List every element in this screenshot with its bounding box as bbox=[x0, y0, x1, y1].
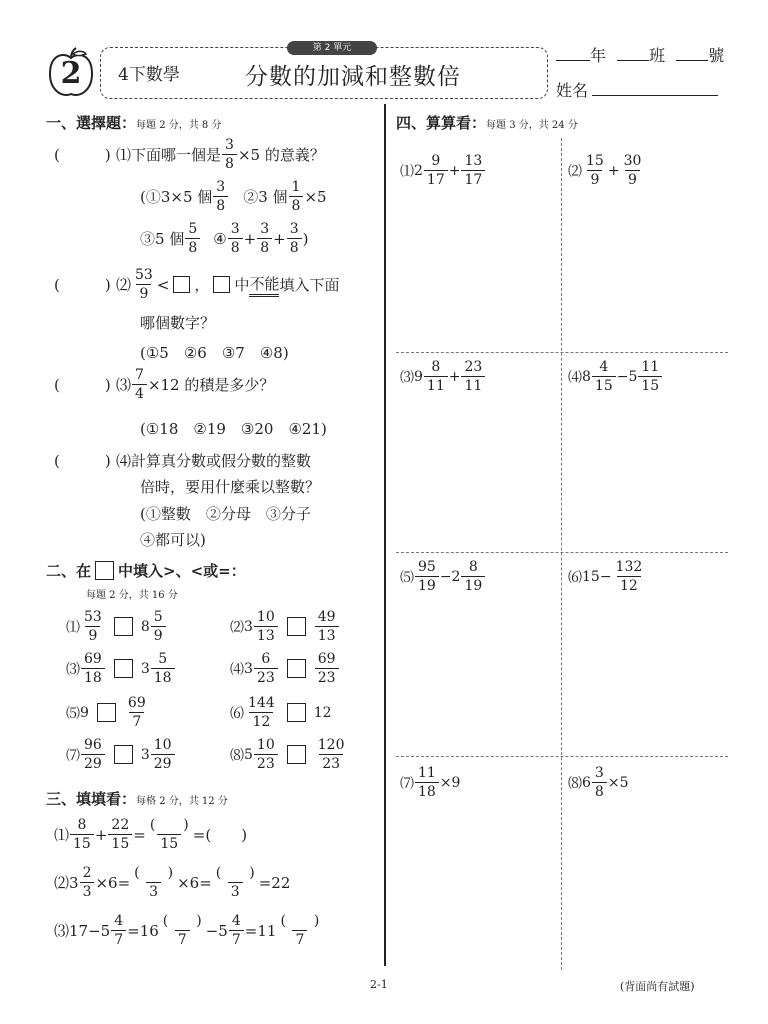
fraction bbox=[638, 360, 662, 393]
text: = bbox=[133, 825, 146, 844]
fraction bbox=[592, 766, 607, 799]
fraction bbox=[583, 154, 607, 187]
text: ⑹ bbox=[230, 705, 244, 722]
denominator: 9 bbox=[625, 170, 640, 187]
text: −2 bbox=[439, 568, 461, 585]
text: ⑵ bbox=[54, 874, 70, 892]
text: ⑴ bbox=[54, 826, 70, 844]
numerator: 69 bbox=[127, 695, 146, 711]
s4-p2 bbox=[568, 154, 645, 187]
text: 填入下面 bbox=[279, 276, 340, 294]
denominator: 15 bbox=[70, 834, 94, 851]
s4-p1 bbox=[400, 154, 486, 187]
answer-paren[interactable]: ( ) bbox=[54, 376, 111, 394]
text: 12 bbox=[313, 704, 332, 721]
denominator: 8 bbox=[287, 238, 302, 255]
footer-note: (背面尚有試題) bbox=[620, 980, 695, 993]
numerator: 4 bbox=[114, 913, 124, 929]
denominator: 7 bbox=[111, 930, 126, 947]
numerator: 53 bbox=[135, 267, 153, 283]
denominator: 3 bbox=[228, 882, 243, 899]
fraction bbox=[111, 914, 126, 947]
numerator: 4 bbox=[599, 359, 609, 375]
text: + bbox=[94, 825, 108, 844]
fraction bbox=[80, 866, 95, 899]
text: −5 bbox=[205, 921, 228, 940]
fraction bbox=[461, 560, 485, 593]
numerator: 69 bbox=[317, 651, 336, 667]
s4-heading bbox=[396, 112, 578, 133]
text: ⑵ bbox=[568, 163, 582, 180]
fraction bbox=[254, 610, 278, 643]
numerator: 144 bbox=[248, 695, 275, 711]
s4-row-divider bbox=[396, 352, 728, 353]
text: 中填入>、<或=： bbox=[118, 562, 246, 580]
denominator: 9 bbox=[151, 626, 166, 643]
numerator: 2 bbox=[82, 865, 92, 881]
fraction bbox=[245, 696, 278, 729]
name-label: 姓名 bbox=[556, 81, 589, 100]
text: 6 bbox=[582, 774, 591, 791]
s1-heading bbox=[46, 112, 221, 133]
numerator: 5 bbox=[153, 609, 163, 625]
text: 三、填填看： bbox=[46, 790, 137, 808]
text: ⑹ bbox=[568, 569, 582, 586]
numerator: 23 bbox=[464, 359, 483, 375]
numerator: 13 bbox=[464, 153, 483, 169]
compare-item bbox=[66, 696, 150, 729]
text: 15− bbox=[582, 568, 612, 585]
numerator: 4 bbox=[231, 913, 241, 929]
number-label: 號 bbox=[708, 46, 725, 65]
fraction bbox=[621, 154, 645, 187]
numerator: 5 bbox=[188, 221, 198, 237]
text: 不能 bbox=[249, 273, 279, 297]
fraction bbox=[151, 610, 166, 643]
fraction bbox=[151, 738, 175, 771]
numerator: 10 bbox=[256, 609, 275, 625]
s4-row-divider bbox=[396, 756, 728, 757]
denominator: 8 bbox=[222, 154, 237, 171]
numerator: 5 bbox=[158, 651, 168, 667]
numerator: ( ) bbox=[162, 913, 202, 929]
compare-box[interactable] bbox=[287, 745, 306, 764]
q-text: 倍時，要用什麼乘以整數？ bbox=[140, 478, 321, 496]
text: ⑶ bbox=[116, 376, 132, 394]
denominator: 9 bbox=[85, 626, 100, 643]
text: 8 bbox=[582, 368, 591, 385]
denominator: 15 bbox=[592, 376, 616, 393]
denominator: 23 bbox=[319, 754, 343, 771]
numerator: 8 bbox=[468, 559, 478, 575]
numerator: 132 bbox=[615, 559, 643, 575]
s1-q1-options-b: ③5 個 $\frac{5}{8}$ ④ $\frac{3}{8}$ + $\frac{3}{8}$ + $\frac{3}{8}$ ) bbox=[140, 221, 309, 256]
text: 計算真分數或假分數的整數 bbox=[131, 452, 312, 470]
denominator: 11 bbox=[461, 376, 485, 393]
numerator: 6 bbox=[261, 651, 271, 667]
numerator: 15 bbox=[586, 153, 604, 169]
text: ×9 bbox=[439, 774, 461, 791]
denominator: 8 bbox=[213, 196, 228, 213]
name-blank[interactable] bbox=[592, 95, 718, 96]
unit-badge: 第 2 單元 bbox=[287, 41, 377, 55]
denominator: 18 bbox=[415, 782, 439, 799]
numerator: 96 bbox=[84, 737, 102, 753]
blank-box bbox=[173, 276, 190, 293]
text: 5 bbox=[244, 746, 253, 763]
numerator: 95 bbox=[418, 559, 436, 575]
text: ⑻ bbox=[230, 747, 244, 764]
s4-col-divider bbox=[561, 138, 562, 970]
answer-paren[interactable]: ( ) bbox=[54, 146, 111, 164]
text: ⑺ bbox=[400, 775, 414, 792]
s2-score: 每題 2 分，共 16 分 bbox=[86, 590, 178, 601]
fraction bbox=[592, 360, 616, 393]
denominator: 8 bbox=[289, 196, 304, 213]
compare-item bbox=[66, 652, 176, 685]
s3-q1 bbox=[54, 818, 247, 851]
text: + bbox=[607, 162, 620, 179]
text: 3 bbox=[244, 618, 253, 635]
text: =22 bbox=[258, 873, 291, 892]
text: < bbox=[156, 275, 170, 294]
text: ⑴ bbox=[400, 163, 414, 180]
fill-fraction[interactable] bbox=[131, 866, 176, 899]
class-label: 班 bbox=[649, 46, 666, 65]
denominator: 8 bbox=[592, 782, 607, 799]
s4-row-divider bbox=[396, 552, 728, 553]
s4-p6 bbox=[568, 560, 646, 593]
denominator: 17 bbox=[424, 170, 448, 187]
compare-item bbox=[230, 738, 348, 771]
class-blank[interactable] bbox=[617, 60, 649, 61]
s1-q2 bbox=[54, 268, 339, 301]
s4-p3 bbox=[400, 360, 486, 393]
denominator: 18 bbox=[151, 668, 175, 685]
text: ⑵ bbox=[230, 619, 244, 636]
numerator: 3 bbox=[230, 221, 240, 237]
numerator: 3 bbox=[289, 221, 299, 237]
fraction bbox=[424, 360, 448, 393]
fill-paren[interactable]: ( ) bbox=[205, 826, 248, 844]
numerator: 120 bbox=[317, 737, 345, 753]
text: 2 bbox=[414, 162, 423, 179]
text: ⑷ bbox=[230, 661, 244, 678]
text: ×6= bbox=[177, 873, 212, 892]
denominator: 23 bbox=[254, 668, 278, 685]
numerator: ( ) bbox=[134, 865, 174, 881]
fraction bbox=[461, 154, 485, 187]
q-options: (①5 ②6 ③7 ④8) bbox=[140, 344, 289, 362]
text: 3 bbox=[69, 873, 79, 892]
denominator: 7 bbox=[292, 930, 307, 947]
denominator: 15 bbox=[157, 834, 181, 851]
s4-p8 bbox=[568, 766, 628, 799]
text: + bbox=[448, 162, 461, 179]
s4-p5 bbox=[400, 560, 486, 593]
text bbox=[95, 561, 114, 580]
fraction bbox=[254, 738, 278, 771]
fraction bbox=[125, 696, 149, 729]
fill-fraction[interactable] bbox=[147, 818, 192, 851]
text: ⑻ bbox=[568, 775, 582, 792]
denominator: 23 bbox=[315, 668, 339, 685]
compare-box[interactable] bbox=[114, 745, 133, 764]
fraction bbox=[257, 222, 272, 255]
s1-heading-text: 一、選擇題： bbox=[46, 114, 137, 132]
fraction bbox=[81, 652, 105, 685]
fraction bbox=[289, 180, 304, 213]
numerator: ( ) bbox=[215, 865, 255, 881]
denominator: 8 bbox=[185, 238, 200, 255]
text: ， bbox=[194, 276, 210, 294]
text: 9 bbox=[414, 368, 423, 385]
s4-p4 bbox=[568, 360, 663, 393]
text: ⑶ bbox=[400, 369, 414, 386]
compare-item bbox=[66, 738, 176, 771]
denominator: 15 bbox=[108, 834, 132, 851]
text: 8 bbox=[140, 618, 150, 635]
numerator: 3 bbox=[260, 221, 270, 237]
text: ⑶ bbox=[54, 922, 70, 940]
text: 17−5 bbox=[69, 921, 111, 940]
fraction bbox=[415, 766, 439, 799]
s3-q2 bbox=[54, 866, 290, 899]
fraction bbox=[613, 560, 646, 593]
denominator: 3 bbox=[146, 882, 161, 899]
fraction bbox=[315, 738, 348, 771]
text: 9 bbox=[80, 704, 89, 721]
compare-box[interactable] bbox=[287, 617, 306, 636]
text: ③5 個 bbox=[140, 230, 185, 248]
numerator: 11 bbox=[418, 765, 436, 781]
numerator: 53 bbox=[84, 609, 102, 625]
numerator: 11 bbox=[641, 359, 660, 375]
q-text: 哪個數字？ bbox=[140, 314, 216, 332]
text: ②3 個 bbox=[243, 188, 288, 206]
page-number: 2-1 bbox=[370, 978, 388, 991]
fill-fraction[interactable] bbox=[213, 866, 258, 899]
denominator: 15 bbox=[638, 376, 662, 393]
text: ④ bbox=[213, 229, 227, 248]
denominator: 8 bbox=[228, 238, 243, 255]
numerator: ( ) bbox=[149, 817, 189, 833]
column-divider bbox=[384, 104, 386, 966]
denominator: 13 bbox=[315, 626, 339, 643]
fraction bbox=[132, 268, 156, 301]
s4-p7 bbox=[400, 766, 460, 799]
number-blank[interactable] bbox=[676, 60, 708, 61]
denominator: 23 bbox=[254, 754, 278, 771]
text: + bbox=[448, 368, 461, 385]
numerator: 10 bbox=[256, 737, 275, 753]
q-text: ×5 的意義？ bbox=[237, 146, 325, 164]
compare-box[interactable] bbox=[114, 617, 133, 636]
text: 3 bbox=[140, 660, 150, 677]
denominator: 9 bbox=[587, 170, 602, 187]
denominator: 7 bbox=[129, 712, 144, 729]
name-info bbox=[556, 78, 718, 101]
fraction bbox=[461, 360, 485, 393]
numerator: 1 bbox=[291, 179, 301, 195]
text: ⑶ bbox=[66, 661, 80, 678]
answer-paren[interactable]: ( ) bbox=[54, 276, 111, 294]
text: 3 bbox=[244, 660, 253, 677]
year-blank[interactable] bbox=[556, 60, 590, 61]
fill-fraction[interactable] bbox=[160, 914, 205, 947]
fraction bbox=[81, 738, 105, 771]
text: 每題 3 分，共 24 分 bbox=[486, 120, 578, 131]
numerator: 8 bbox=[431, 359, 441, 375]
compare-item bbox=[230, 652, 340, 685]
text: −5 bbox=[616, 368, 638, 385]
s1-q1 bbox=[54, 138, 325, 171]
numerator: 22 bbox=[111, 817, 130, 833]
fraction bbox=[287, 222, 302, 255]
text: ⑺ bbox=[66, 747, 80, 764]
q-num: ⑴ bbox=[116, 146, 132, 164]
numerator: 8 bbox=[77, 817, 87, 833]
fraction bbox=[151, 652, 175, 685]
year-label: 年 bbox=[590, 46, 607, 65]
s1-q4 bbox=[54, 450, 311, 471]
page-title: 分數的加減和整數倍 bbox=[245, 64, 461, 90]
denominator: 18 bbox=[81, 668, 105, 685]
numerator: 30 bbox=[623, 153, 642, 169]
s3-heading bbox=[46, 788, 228, 809]
answer-paren[interactable]: ( ) bbox=[54, 452, 111, 470]
denominator: 12 bbox=[249, 712, 273, 729]
denominator: 7 bbox=[229, 930, 244, 947]
denominator: 3 bbox=[80, 882, 95, 899]
denominator: 17 bbox=[461, 170, 485, 187]
fraction bbox=[81, 610, 105, 643]
fraction bbox=[229, 914, 244, 947]
compare-box[interactable] bbox=[97, 703, 116, 722]
text: ⑴ bbox=[66, 619, 80, 636]
subject-label: 4下數學 bbox=[118, 65, 180, 85]
q-text: 下面哪一個是 bbox=[131, 146, 222, 164]
fraction bbox=[228, 222, 243, 255]
text: 每格 2 分，共 12 分 bbox=[136, 796, 228, 807]
numerator: 3 bbox=[594, 765, 604, 781]
text: 四、算算看： bbox=[396, 114, 487, 132]
compare-box[interactable] bbox=[287, 659, 306, 678]
denominator: 12 bbox=[617, 576, 641, 593]
text: ⑷ bbox=[116, 452, 132, 470]
fraction bbox=[424, 154, 448, 187]
numerator: 49 bbox=[317, 609, 336, 625]
text: ×5 bbox=[304, 187, 327, 206]
compare-box[interactable] bbox=[287, 703, 306, 722]
text: =16 bbox=[127, 921, 159, 940]
numerator: 7 bbox=[135, 367, 144, 383]
text: 中 bbox=[234, 276, 250, 294]
text: (①3×5 個 bbox=[140, 188, 213, 206]
fraction bbox=[254, 652, 278, 685]
fill-fraction[interactable] bbox=[277, 914, 322, 947]
text: =11 bbox=[244, 921, 277, 940]
fraction bbox=[415, 560, 439, 593]
denominator: 19 bbox=[461, 576, 485, 593]
fraction bbox=[132, 368, 147, 401]
fraction bbox=[222, 138, 237, 171]
numerator: 10 bbox=[153, 737, 172, 753]
numerator: 9 bbox=[431, 153, 441, 169]
denominator: 9 bbox=[136, 284, 151, 301]
text: ×12 的積是多少？ bbox=[147, 376, 275, 394]
denominator: 7 bbox=[175, 930, 190, 947]
denominator: 13 bbox=[254, 626, 278, 643]
fraction bbox=[185, 222, 200, 255]
denominator: 11 bbox=[424, 376, 448, 393]
fraction bbox=[108, 818, 132, 851]
denominator: 4 bbox=[132, 384, 147, 401]
fraction bbox=[213, 180, 228, 213]
s1-score: 每題 2 分，共 8 分 bbox=[136, 120, 222, 131]
text: ) bbox=[302, 229, 309, 248]
text: = bbox=[192, 825, 206, 844]
q-options: (①整數 ②分母 ③分子 bbox=[140, 505, 311, 523]
text: 二、在 bbox=[46, 562, 92, 580]
text: 3 bbox=[140, 746, 150, 763]
fraction bbox=[315, 610, 339, 643]
compare-item bbox=[66, 610, 167, 643]
s2-heading bbox=[46, 560, 246, 581]
text: ⑸ bbox=[400, 569, 414, 586]
unit-apple-badge bbox=[44, 46, 98, 100]
s1-q1-options-a bbox=[140, 180, 327, 213]
unit-number: 2 bbox=[60, 56, 82, 91]
s3-q3 bbox=[54, 914, 323, 947]
compare-item bbox=[230, 610, 340, 643]
denominator: 19 bbox=[415, 576, 439, 593]
s1-q3 bbox=[54, 368, 274, 401]
text bbox=[73, 51, 86, 55]
text: ×6= bbox=[95, 873, 131, 892]
compare-item bbox=[230, 696, 332, 729]
q-options: ④都可以) bbox=[140, 531, 206, 549]
numerator: 3 bbox=[225, 137, 234, 153]
fraction bbox=[315, 652, 339, 685]
denominator: 29 bbox=[151, 754, 175, 771]
fraction bbox=[70, 818, 94, 851]
text: ×5 bbox=[607, 774, 629, 791]
compare-box[interactable] bbox=[114, 659, 133, 678]
denominator: 8 bbox=[257, 238, 272, 255]
denominator: 29 bbox=[81, 754, 105, 771]
q-options: (①18 ②19 ③20 ④21) bbox=[140, 420, 327, 438]
text: ⑸ bbox=[66, 705, 80, 722]
numerator: ( ) bbox=[280, 913, 320, 929]
class-info bbox=[556, 43, 724, 66]
text: ⑵ bbox=[116, 276, 132, 294]
blank-box bbox=[213, 276, 230, 293]
text: ⑷ bbox=[568, 369, 582, 386]
numerator: 3 bbox=[216, 179, 226, 195]
numerator: 69 bbox=[84, 651, 102, 667]
